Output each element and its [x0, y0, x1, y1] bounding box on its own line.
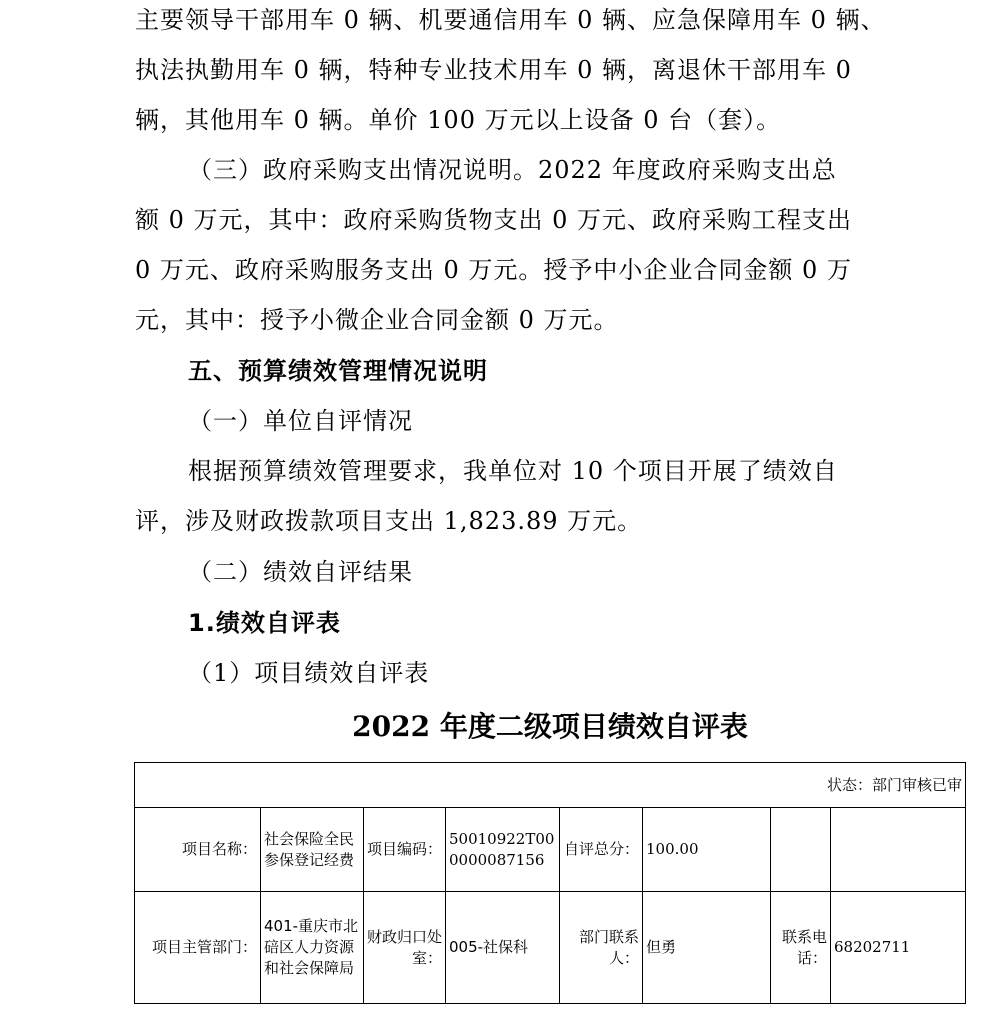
table-row: [135, 808, 966, 892]
department-value: 401-重庆市北碚区人力资源和社会保障局: [261, 892, 364, 1004]
status-row: [135, 763, 966, 808]
project-code-label: 项目编码：: [364, 808, 446, 892]
project-code-value: 50010922T000000087156: [446, 808, 560, 892]
paragraph-line: 评，涉及财政拨款项目支出 1,823.89 万元。: [135, 507, 643, 535]
paragraph-line: （三）政府采购支出情况说明。2022 年度政府采购支出总: [188, 156, 837, 184]
department-label: 项目主管部门：: [135, 892, 261, 1004]
finance-office-label: 财政归口处室：: [364, 892, 446, 1004]
table-subheading: （1）项目绩效自评表: [188, 659, 430, 687]
project-evaluation-table: [134, 762, 966, 1004]
project-name-value: 社会保险全民参保登记经费: [261, 808, 364, 892]
empty-cell: [771, 808, 831, 892]
project-name-label: 项目名称：: [135, 808, 261, 892]
paragraph-line: 元，其中：授予小微企业合同金额 0 万元。: [135, 306, 619, 334]
paragraph-line: 0 万元、政府采购服务支出 0 万元。授予中小企业合同金额 0 万: [135, 256, 852, 284]
paragraph-line: 辆，其他用车 0 辆。单价 100 万元以上设备 0 台（套）。: [135, 106, 782, 134]
status-cell: 状态：部门审核已审: [135, 763, 966, 808]
phone-label: 联系电话：: [771, 892, 831, 1004]
contact-person-label: 部门联系人：: [560, 892, 643, 1004]
paragraph-line: 主要领导干部用车 0 辆、机要通信用车 0 辆、应急保障用车 0 辆、: [135, 6, 886, 34]
empty-cell: [831, 808, 966, 892]
self-score-label: 自评总分：: [560, 808, 643, 892]
phone-value: 68202711: [831, 892, 966, 1004]
table-row: [135, 892, 966, 1004]
table-section-heading: 1.绩效自评表: [188, 609, 341, 637]
subsection-heading: （一）单位自评情况: [188, 407, 413, 435]
paragraph-line: 执法执勤用车 0 辆，特种专业技术用车 0 辆，离退休干部用车 0: [135, 56, 852, 84]
paragraph-line: 额 0 万元，其中：政府采购货物支出 0 万元、政府采购工程支出: [135, 206, 853, 234]
subsection-heading: （二）绩效自评结果: [188, 558, 413, 586]
self-score-value: 100.00: [643, 808, 771, 892]
table-title: 2022 年度二级项目绩效自评表: [352, 710, 748, 743]
section-heading: 五、预算绩效管理情况说明: [188, 357, 488, 385]
paragraph-line: 根据预算绩效管理要求，我单位对 10 个项目开展了绩效自: [188, 457, 838, 485]
finance-office-value: 005-社保科: [446, 892, 560, 1004]
contact-person-value: 但勇: [643, 892, 771, 1004]
